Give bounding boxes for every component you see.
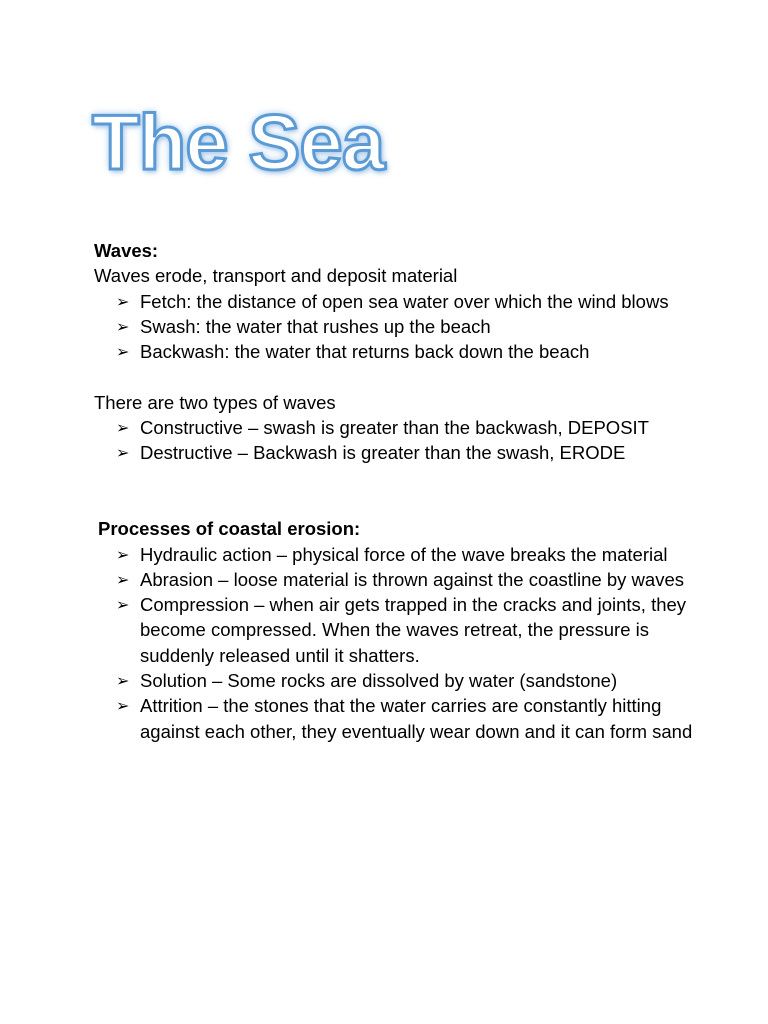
list-item [94,668,694,693]
arrow-bullet-icon: ➢ [116,595,130,615]
arrow-bullet-icon: ➢ [116,316,130,336]
list-item [94,314,694,339]
list-item [94,592,694,668]
list-item-text: Abrasion – loose material is thrown against the coastline by waves [140,568,684,590]
waves-bullet-list [94,289,694,365]
page-title: The Sea [92,98,385,186]
list-item-text: Solution – Some rocks are dissolved by water (sandstone) [140,670,618,692]
list-item-text: Fetch: the distance of open sea water over which the wind blows [140,290,669,312]
arrow-bullet-icon: ➢ [116,544,130,564]
arrow-bullet-icon: ➢ [116,671,130,691]
erosion-bullet-list [94,542,694,744]
list-item [94,542,694,567]
arrow-bullet-icon: ➢ [116,696,130,716]
list-item [94,440,694,465]
wave-types-intro: There are two types of waves [94,391,336,413]
list-item [94,415,694,440]
arrow-bullet-icon: ➢ [116,569,130,589]
arrow-bullet-icon: ➢ [116,418,130,438]
list-item-text: Backwash: the water that returns back down the beach [140,341,590,363]
erosion-heading: Processes of coastal erosion: [98,518,361,540]
list-item [94,567,694,592]
waves-heading: Waves: [94,240,159,261]
list-item [94,339,694,364]
arrow-bullet-icon: ➢ [116,443,130,463]
waves-intro: Waves erode, transport and deposit material [94,265,458,287]
arrow-bullet-icon: ➢ [116,342,130,362]
list-item [94,693,694,744]
document-body [94,238,694,744]
list-item-text: Compression – when air gets trapped in the cracks and joints, they become compressed. When the waves retreat, the pressure is suddenly released until it shatters. [140,594,687,666]
list-item-text: Swash: the water that rushes up the beach [140,315,491,337]
list-item-text: Constructive – swash is greater than the backwash, DEPOSIT [140,417,649,439]
list-item-text: Hydraulic action – physical force of the wave breaks the material [140,543,668,565]
paragraph-spacer [94,364,694,389]
arrow-bullet-icon: ➢ [116,291,130,311]
list-item-text: Attrition – the stones that the water carries are constantly hitting against each other, they eventually wear down and it can form sand [140,695,693,742]
list-item-text: Destructive – Backwash is greater than the swash, ERODE [140,442,626,464]
list-item [94,289,694,314]
wave-types-bullet-list [94,415,694,466]
paragraph-spacer [94,466,694,517]
